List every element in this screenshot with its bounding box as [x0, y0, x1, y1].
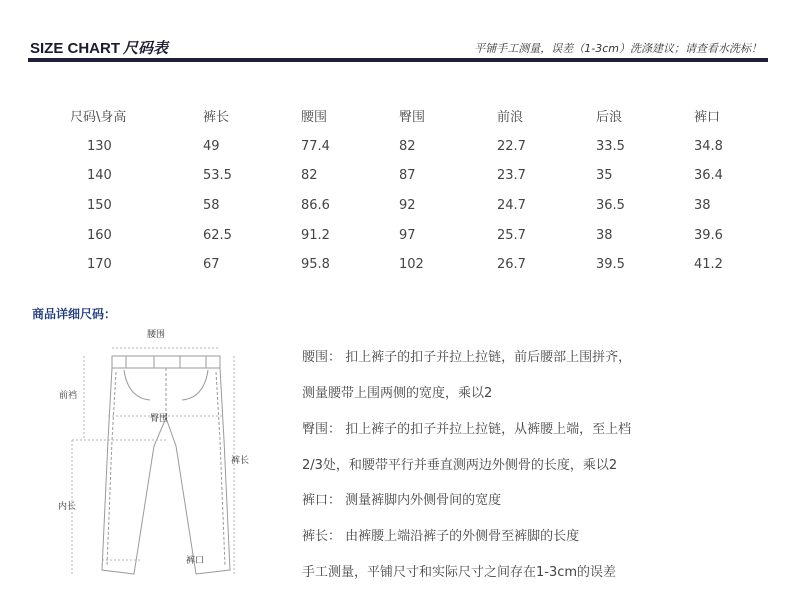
desc-note: 手工测量，平铺尺寸和实际尺寸之间存在1-3cm的误差 [302, 565, 617, 580]
table-cell: 38 [596, 228, 613, 243]
table-cell: 97 [399, 228, 416, 243]
header-note: 平铺手工测量，误差（1-3cm）洗涤建议；请查看水洗标！ [474, 42, 762, 55]
table-cell: 24.7 [497, 198, 526, 213]
label-hip: 臀围 [150, 414, 169, 424]
pants-pocket-right [182, 370, 208, 400]
detail-section-title: 商品详细尺码： [32, 307, 117, 321]
column-header: 尺码\身高 [70, 110, 127, 125]
row-size-label: 130 [87, 139, 112, 154]
label-inseam: 内长 [58, 502, 77, 512]
column-header: 腰围 [301, 110, 328, 125]
table-cell: 95.8 [301, 257, 330, 272]
table-cell: 35 [596, 168, 613, 183]
column-header: 后浪 [596, 110, 623, 125]
desc-hip-2: 2/3处，和腰带平行并垂直测两边外侧骨的长度，乘以2 [302, 458, 618, 473]
table-cell: 67 [203, 257, 220, 272]
table-cell: 82 [301, 168, 318, 183]
pants-pocket-left [124, 370, 150, 400]
table-cell: 36.4 [694, 168, 723, 183]
row-size-label: 170 [87, 257, 112, 272]
label-waist: 腰围 [147, 330, 166, 340]
table-cell: 62.5 [203, 228, 232, 243]
table-cell: 87 [399, 168, 416, 183]
table-cell: 38 [694, 198, 711, 213]
column-header: 裤长 [203, 110, 230, 125]
pants-left-leg [102, 368, 169, 574]
table-cell: 39.6 [694, 228, 723, 243]
table-cell: 86.6 [301, 198, 330, 213]
table-cell: 82 [399, 139, 416, 154]
label-length: 裤长 [231, 456, 250, 466]
desc-length: 裤长： 由裤腰上端沿裤子的外侧骨至裤脚的长度 [302, 529, 580, 544]
table-cell: 26.7 [497, 257, 526, 272]
pants-diagram [50, 322, 280, 592]
table-cell: 34.8 [694, 139, 723, 154]
pants-right-leg [166, 368, 230, 574]
table-cell: 92 [399, 198, 416, 213]
desc-waist-1: 腰围： 扣上裤子的扣子并拉上拉链，前后腰部上围拼齐， [302, 350, 632, 365]
table-cell: 22.7 [497, 139, 526, 154]
column-header: 前浪 [497, 110, 524, 125]
table-cell: 91.2 [301, 228, 330, 243]
desc-hip-1: 臀围： 扣上裤子的扣子并拉上拉链，从裤腰上端，至上档 [302, 422, 632, 437]
column-header: 臀围 [399, 110, 426, 125]
table-cell: 39.5 [596, 257, 625, 272]
header-title-cn: 尺码表 [123, 40, 169, 57]
table-cell: 53.5 [203, 168, 232, 183]
header-title-en: SIZE CHART [30, 40, 120, 57]
table-cell: 41.2 [694, 257, 723, 272]
table-cell: 77.4 [301, 139, 330, 154]
label-leg-opening: 裤口 [186, 556, 205, 566]
table-cell: 33.5 [596, 139, 625, 154]
table-cell: 36.5 [596, 198, 625, 213]
label-front-rise: 前裆 [59, 391, 78, 401]
table-cell: 58 [203, 198, 220, 213]
row-size-label: 160 [87, 228, 112, 243]
table-cell: 25.7 [497, 228, 526, 243]
table-cell: 23.7 [497, 168, 526, 183]
size-table [0, 0, 790, 280]
desc-leg-opening: 裤口： 测量裤脚内外侧骨间的宽度 [302, 493, 502, 508]
pants-waistband [112, 356, 220, 368]
desc-waist-2: 测量腰带上围两侧的宽度，乘以2 [302, 386, 493, 401]
table-cell: 49 [203, 139, 220, 154]
table-cell: 102 [399, 257, 424, 272]
row-size-label: 150 [87, 198, 112, 213]
row-size-label: 140 [87, 168, 112, 183]
column-header: 裤口 [694, 110, 721, 125]
